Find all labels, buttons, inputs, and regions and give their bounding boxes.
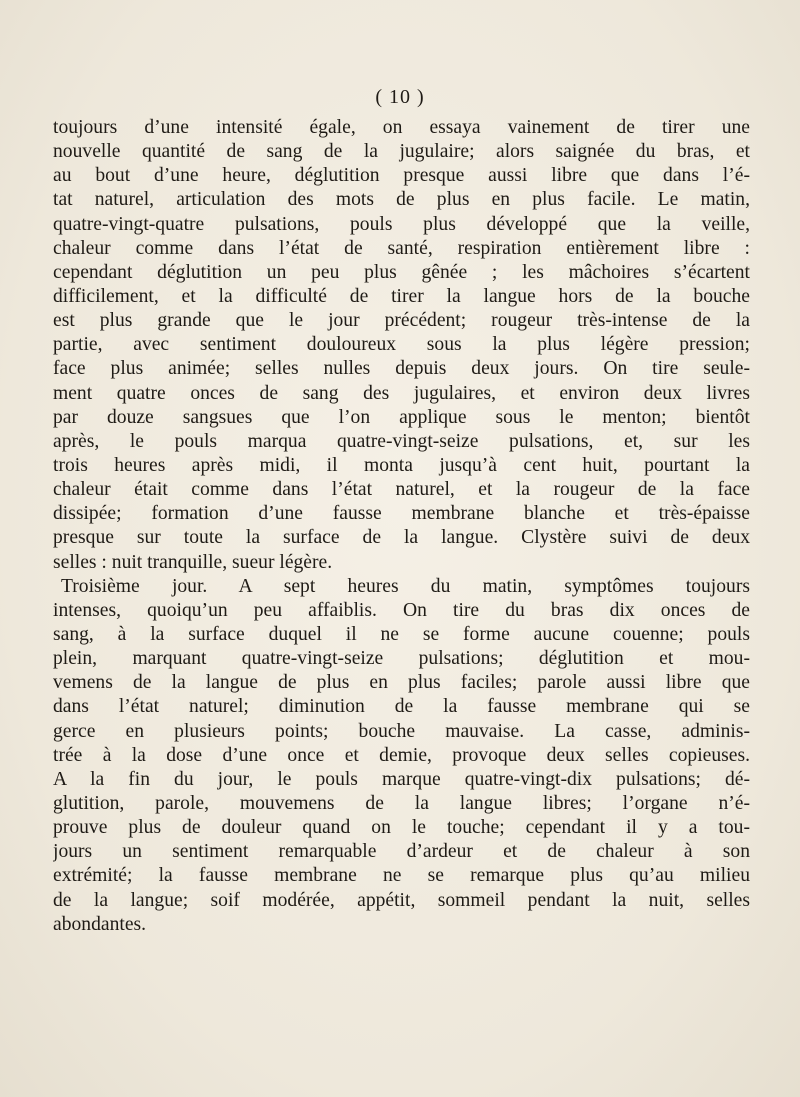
text-line: A la fin du jour, le pouls marque quatre-vingt-dix pulsations; dé- xyxy=(53,768,750,790)
text-line: dissipée; formation d’une fausse membrane blanche et très-épaisse xyxy=(53,503,750,525)
text-line: trée à la dose d’une once et demie, provoque deux selles copieuses. xyxy=(53,744,750,766)
text-line: extrémité; la fausse membrane ne se remarque plus qu’au milieu xyxy=(53,865,750,887)
text-line: dans l’état naturel; diminution de la fausse membrane qui se xyxy=(53,696,750,718)
text-line: abondantes. xyxy=(53,913,147,935)
text-line: ment quatre onces de sang des jugulaires, et environ deux livres xyxy=(53,382,750,404)
text-line: au bout d’une heure, déglutition presque aussi libre que dans l’é- xyxy=(53,165,750,187)
text-line: toujours d’une intensité égale, on essaya vainement de tirer une xyxy=(53,117,750,138)
text-line: quatre-vingt-quatre pulsations, pouls plus développé que la veille, xyxy=(53,213,750,235)
text-line: nouvelle quantité de sang de la jugulaire; alors saignée du bras, et xyxy=(53,141,750,163)
text-line: par douze sangsues que l’on applique sous le menton; bientôt xyxy=(53,406,750,428)
text-line: presque sur toute la surface de la langue. Clystère suivi de deux xyxy=(53,527,750,549)
text-line: glutition, parole, mouvemens de la langue libres; l’organe n’é- xyxy=(53,792,750,814)
paragraph-start-line: Troisième jour. A sept heures du matin, symptômes toujours xyxy=(61,575,750,597)
text-line: de la langue; soif modérée, appétit, sommeil pendant la nuit, selles xyxy=(53,889,750,911)
text-line: est plus grande que le jour précédent; rougeur très-intense de la xyxy=(53,310,750,332)
text-line: difficilement, et la difficulté de tirer la langue hors de la bouche xyxy=(53,285,750,307)
text-line: face plus animée; selles nulles depuis deux jours. On tire seule- xyxy=(53,358,750,380)
text-line: chaleur était comme dans l’état naturel, et la rougeur de la face xyxy=(53,479,750,501)
text-line: vemens de la langue de plus en plus faciles; parole aussi libre que xyxy=(53,672,750,694)
text-line: prouve plus de douleur quand on le touche; cependant il y a tou- xyxy=(53,817,750,839)
text-line: plein, marquant quatre-vingt-seize pulsations; déglutition et mou- xyxy=(53,648,750,670)
text-line: chaleur comme dans l’état de santé, respiration entièrement libre : xyxy=(53,237,750,259)
body-text xyxy=(53,116,750,937)
text-line: intenses, quoiqu’un peu affaiblis. On tire du bras dix onces de xyxy=(53,599,750,621)
text-line: cependant déglutition un peu plus gênée ; les mâchoires s’écartent xyxy=(53,261,750,283)
text-line: partie, avec sentiment douloureux sous la plus légère pression; xyxy=(53,334,750,356)
text-line: sang, à la surface duquel il ne se forme aucune couenne; pouls xyxy=(53,623,750,645)
text-line: après, le pouls marqua quatre-vingt-seize pulsations, et, sur les xyxy=(53,430,750,452)
text-line: tat naturel, articulation des mots de plus en plus facile. Le matin, xyxy=(53,189,750,211)
text-line: gerce en plusieurs points; bouche mauvaise. La casse, adminis- xyxy=(53,720,750,742)
text-line: trois heures après midi, il monta jusqu’à cent huit, pourtant la xyxy=(53,454,750,476)
text-line: selles : nuit tranquille, sueur légère. xyxy=(53,551,333,573)
page-number: ( 10 ) xyxy=(375,86,425,108)
text-line: jours un sentiment remarquable d’ardeur et de chaleur à son xyxy=(53,841,750,863)
